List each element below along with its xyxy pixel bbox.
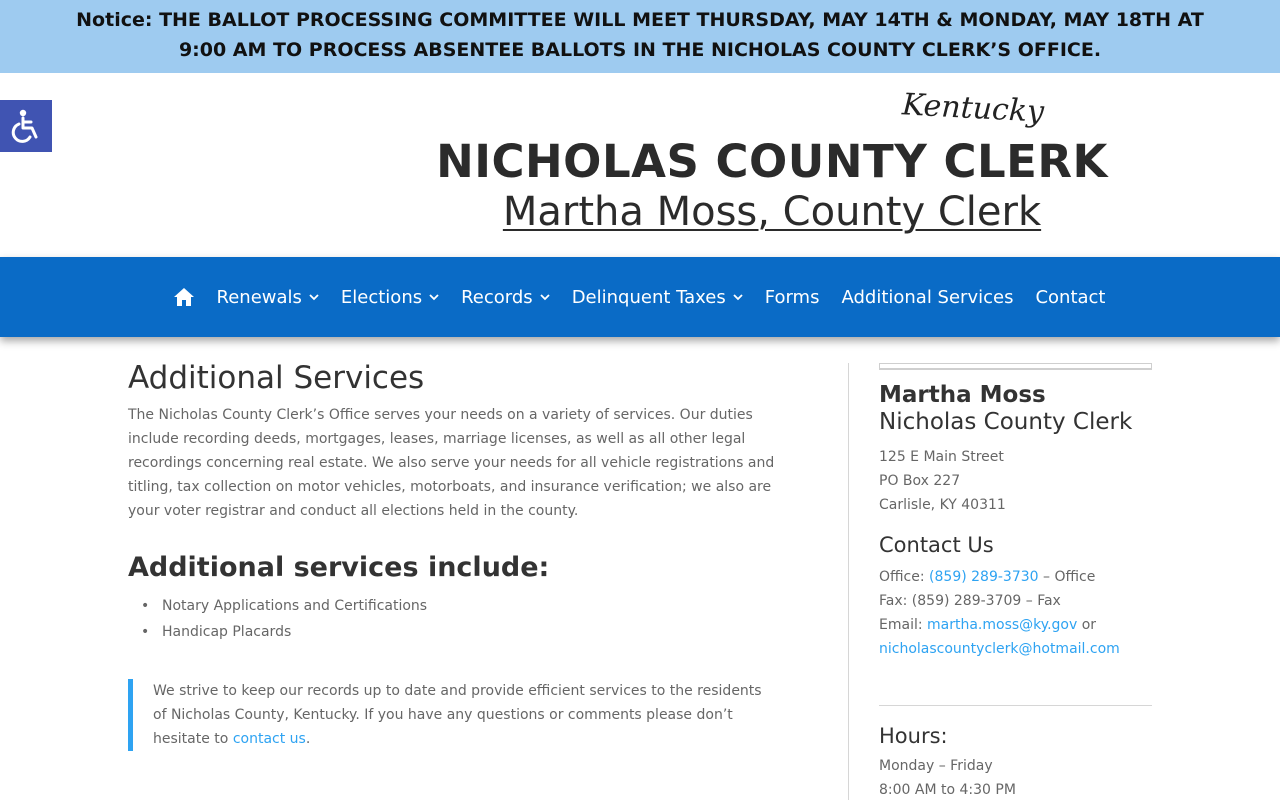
- chevron-down-icon: [540, 294, 550, 301]
- site-title[interactable]: NICHOLAS COUNTY CLERK: [436, 135, 1108, 188]
- home-icon: [173, 287, 195, 307]
- contact-heading: Contact Us: [879, 533, 994, 557]
- nav-item-delinquent-taxes[interactable]: [572, 287, 743, 308]
- closing-quote: [128, 679, 778, 751]
- nav-item-label: Forms: [764, 286, 820, 308]
- nav-item-label: Contact: [1035, 286, 1106, 308]
- nav-item-records[interactable]: [461, 287, 550, 308]
- notice-banner: [0, 0, 1280, 73]
- office-label: Office:: [879, 569, 930, 585]
- address-block: [879, 445, 1152, 517]
- nav-item-renewals[interactable]: [217, 287, 319, 308]
- address-line: PO Box 227: [879, 473, 961, 489]
- nav-item-contact[interactable]: [1035, 287, 1105, 308]
- quote-end: .: [305, 731, 311, 747]
- main-content: [128, 360, 798, 751]
- office-phone-link[interactable]: (859) 289-3730: [929, 569, 1039, 585]
- address-line: 125 E Main Street: [879, 449, 1004, 465]
- hours-line: Monday – Friday: [879, 758, 993, 774]
- nav-item-forms[interactable]: [765, 287, 820, 308]
- nav-home-link[interactable]: [173, 287, 195, 307]
- nav-item-label: Renewals: [216, 286, 302, 308]
- hours-heading: Hours:: [879, 724, 948, 748]
- chevron-down-icon: [309, 294, 319, 301]
- fax-line: Fax: (859) 289-3709 – Fax: [879, 593, 1061, 609]
- email-link-secondary[interactable]: nicholascountyclerk@hotmail.com: [879, 641, 1120, 657]
- notice-line-1: Notice: THE BALLOT PROCESSING COMMITTEE WILL MEET THURSDAY, MAY 14TH & MONDAY, MAY 18TH AT: [76, 9, 1204, 31]
- main-navigation: [0, 257, 1280, 337]
- list-item: • Handicap Placards: [128, 619, 798, 645]
- services-heading: Additional services include:: [128, 552, 550, 583]
- kentucky-script-label: Kentucky: [901, 87, 1045, 130]
- clerk-role: Nicholas County Clerk: [879, 409, 1133, 435]
- contact-us-link[interactable]: contact us: [232, 731, 306, 747]
- address-line: Carlisle, KY 40311: [879, 497, 1006, 513]
- hours-line: 8:00 AM to 4:30 PM: [879, 782, 1016, 798]
- nav-item-elections[interactable]: [341, 287, 439, 308]
- nav-item-label: Additional Services: [841, 286, 1014, 308]
- clerk-name: Martha Moss: [879, 382, 1046, 408]
- nav-item-additional-services[interactable]: [841, 287, 1013, 308]
- notice-line-2: 9:00 AM TO PROCESS ABSENTEE BALLOTS IN THE NICHOLAS COUNTY CLERK’S OFFICE.: [178, 39, 1102, 61]
- page-title: Additional Services: [128, 360, 425, 396]
- email-link-primary[interactable]: martha.moss@ky.gov: [927, 617, 1078, 633]
- wheelchair-icon: [10, 109, 42, 143]
- chevron-down-icon: [733, 294, 743, 301]
- nav-item-label: Records: [461, 286, 533, 308]
- sidebar: [879, 363, 1152, 800]
- chevron-down-icon: [429, 294, 439, 301]
- email-or: or: [1077, 617, 1097, 633]
- sidebar-divider: [848, 363, 849, 800]
- quote-text: We strive to keep our records up to date and provide efficient services to the residents of Nicholas County, Kentucky. If you have any questions or comments please don’t hesitate to: [153, 683, 762, 747]
- list-item: • Notary Applications and Certifications: [128, 593, 798, 619]
- email-line: [879, 613, 1152, 637]
- sidebar-divider-horizontal: [879, 705, 1152, 706]
- office-line: [879, 565, 1152, 589]
- site-header: [0, 73, 1280, 257]
- hours-block: [879, 754, 1152, 800]
- email-label: Email:: [879, 617, 928, 633]
- office-suffix: – Office: [1038, 569, 1096, 585]
- intro-paragraph: The Nicholas County Clerk’s Office serves your needs on a variety of services. Our duties include recording deeds, mortgages, leases, marriage licenses, as well as all other legal recordings concerning real estate. We also serve your needs for all vehicle registrations and titling, tax collection on motor vehicles, motorboats, and insurance verification; we also are your voter registrar and conduct all elections held in the county.: [128, 407, 775, 519]
- nav-item-label: Delinquent Taxes: [571, 286, 726, 308]
- services-list: [128, 593, 798, 645]
- site-subtitle[interactable]: Martha Moss, County Clerk: [502, 189, 1042, 235]
- accessibility-toolbar-button[interactable]: [0, 100, 52, 152]
- contact-block: [879, 565, 1152, 661]
- nav-item-label: Elections: [340, 286, 423, 308]
- sidebar-top-rule: [879, 363, 1152, 370]
